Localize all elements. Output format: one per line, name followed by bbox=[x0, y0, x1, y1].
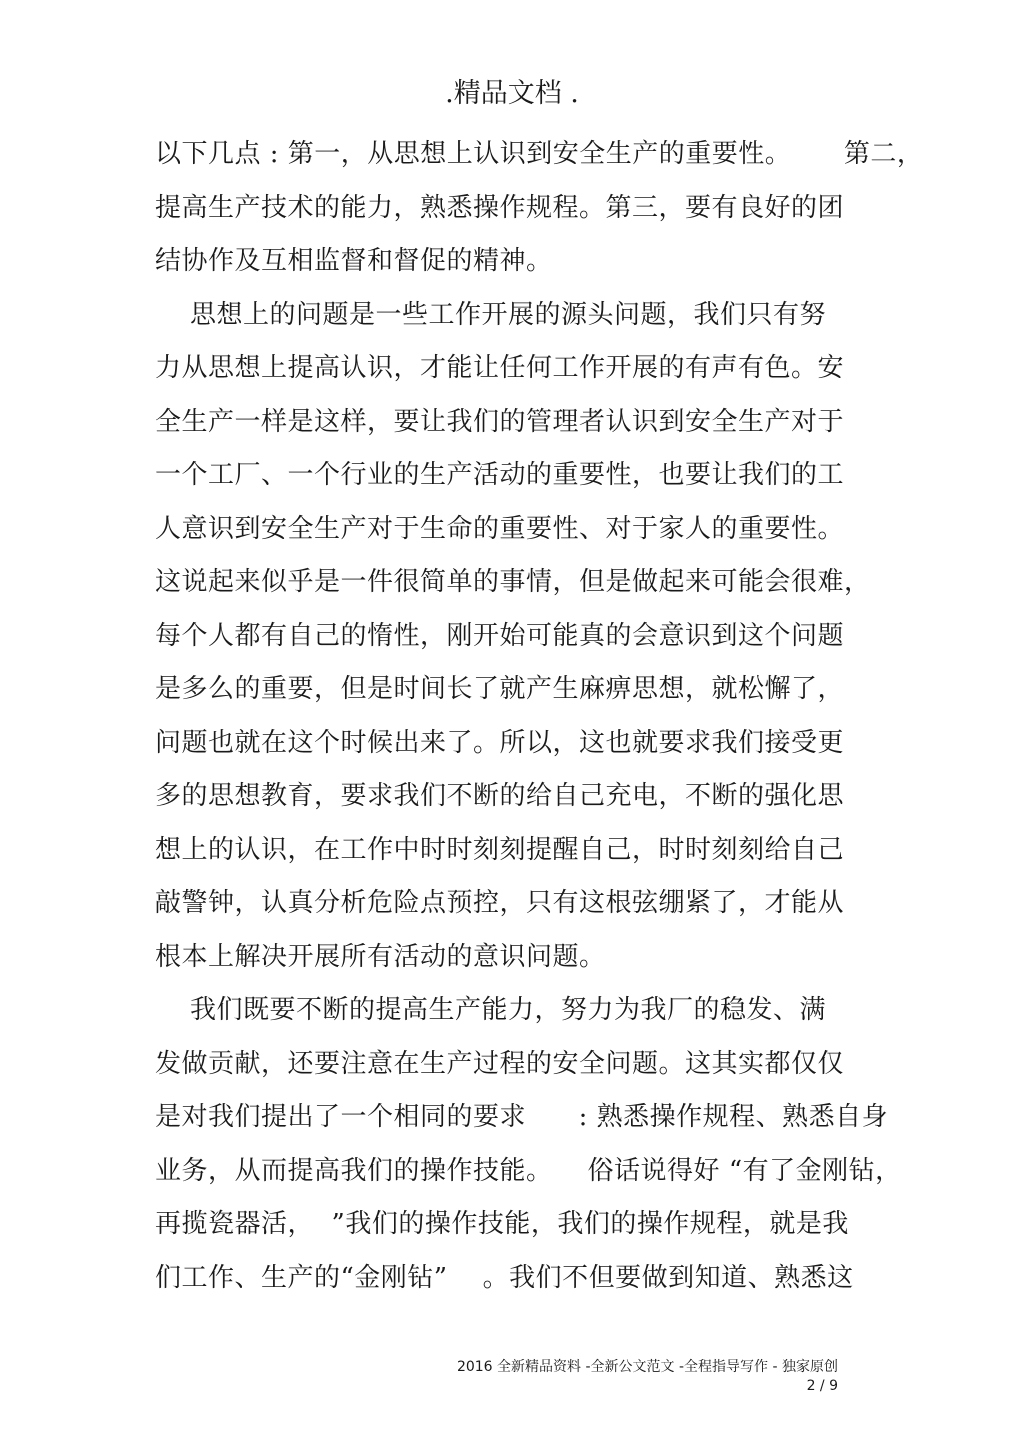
text-line: 想上的认识，在工作中时时刻刻提醒自己，时时刻刻给自己 bbox=[155, 834, 845, 865]
text-line: 我们既要不断的提高生产能力，努力为我厂的稳发、满 bbox=[155, 995, 827, 1025]
text-line: 再揽瓷器活， ”我们的操作技能，我们的操作规程，就是我 bbox=[155, 1209, 849, 1239]
text-line: 是多么的重要，但是时间长了就产生麻痹思想，就松懈了， bbox=[155, 674, 845, 704]
text-line: 们工作、生产的“金刚钻” 。我们不但要做到知道、熟悉这 bbox=[155, 1262, 854, 1293]
text-line: 提高生产技术的能力，熟悉操作规程。第三，要有良好的团 bbox=[155, 192, 845, 223]
text-line: 业务，从而提高我们的操作技能。 俗话说得好 “有了金刚钻， bbox=[155, 1155, 902, 1186]
text-line: 思想上的问题是一些工作开展的源头问题，我们只有努 bbox=[155, 299, 827, 330]
text-line: 力从思想上提高认识，才能让任何工作开展的有声有色。安 bbox=[155, 353, 845, 383]
text-line: 以下几点 : 第一，从思想上认识到安全生产的重要性。 第二， bbox=[155, 139, 924, 169]
text-line: 全生产一样是这样，要让我们的管理者认识到安全生产对于 bbox=[155, 406, 845, 437]
document-body bbox=[155, 132, 924, 1309]
text-line: 人意识到安全生产对于生命的重要性、对于家人的重要性。 bbox=[155, 513, 845, 544]
footer-note: 2016 全新精品资料 -全新公文范文 -全程指导写作 - 独家原创 bbox=[456, 1359, 838, 1375]
text-line: 敲警钟，认真分析危险点预控，只有这根弦绷紧了，才能从 bbox=[155, 888, 845, 918]
text-line: 发做贡献，还要注意在生产过程的安全问题。这其实都仅仅 bbox=[155, 1048, 845, 1079]
text-line: 结协作及互相监督和督促的精神。 bbox=[155, 246, 553, 276]
text-line: 多的思想教育，要求我们不断的给自己充电，不断的强化思 bbox=[155, 781, 845, 811]
text-line: 每个人都有自己的惰性，刚开始可能真的会意识到这个问题 bbox=[155, 620, 845, 651]
text-line: 问题也就在这个时候出来了。所以，这也就要求我们接受更 bbox=[155, 727, 845, 758]
text-line: 一个工厂、一个行业的生产活动的重要性，也要让我们的工 bbox=[155, 460, 845, 490]
text-line: 这说起来似乎是一件很简单的事情，但是做起来可能会很难， bbox=[155, 567, 871, 597]
text-line: 是对我们提出了一个相同的要求 : 熟悉操作规程、熟悉自身 bbox=[155, 1102, 889, 1132]
page-number: 2 / 9 bbox=[806, 1378, 838, 1394]
text-line: 根本上解决开展所有活动的意识问题。 bbox=[155, 941, 606, 972]
page-header-title: .精品文档 . bbox=[445, 78, 579, 109]
